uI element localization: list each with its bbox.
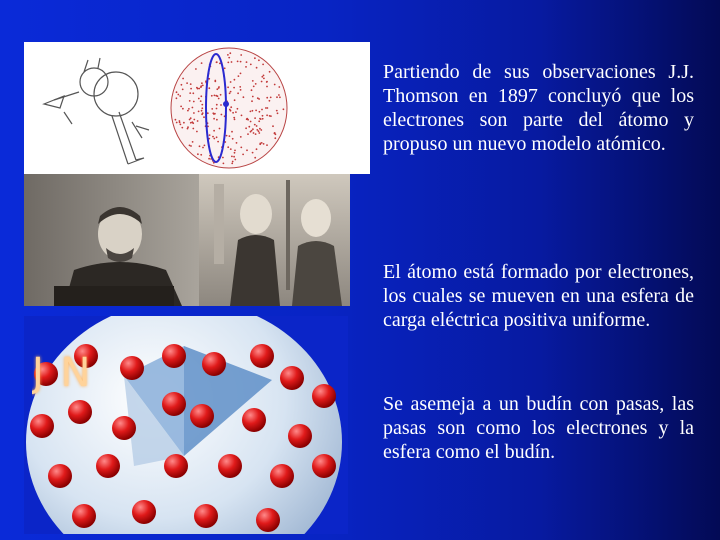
thomson-photograph (24, 174, 350, 306)
paragraph-pudding-analogy: Se asemeja a un budín con pasas, las pasas son como los electrones y la esfera como el budín. (383, 393, 694, 463)
thomson-sketches-image (24, 42, 370, 174)
plum-pudding-model-sketch (164, 44, 294, 172)
plum-pudding-model-3d (24, 316, 348, 534)
overlay-title: J N (32, 350, 93, 396)
paragraph-atom-structure: El átomo está formado por electrones, los cuales se mueven en una esfera de carga eléctrica positiva uniforme. (383, 261, 694, 331)
paragraph-observations: Partiendo de sus observaciones J.J. Thomson en 1897 concluyó que los electrones son parte del átomo y propuso un nuevo modelo atómico. (383, 61, 694, 155)
